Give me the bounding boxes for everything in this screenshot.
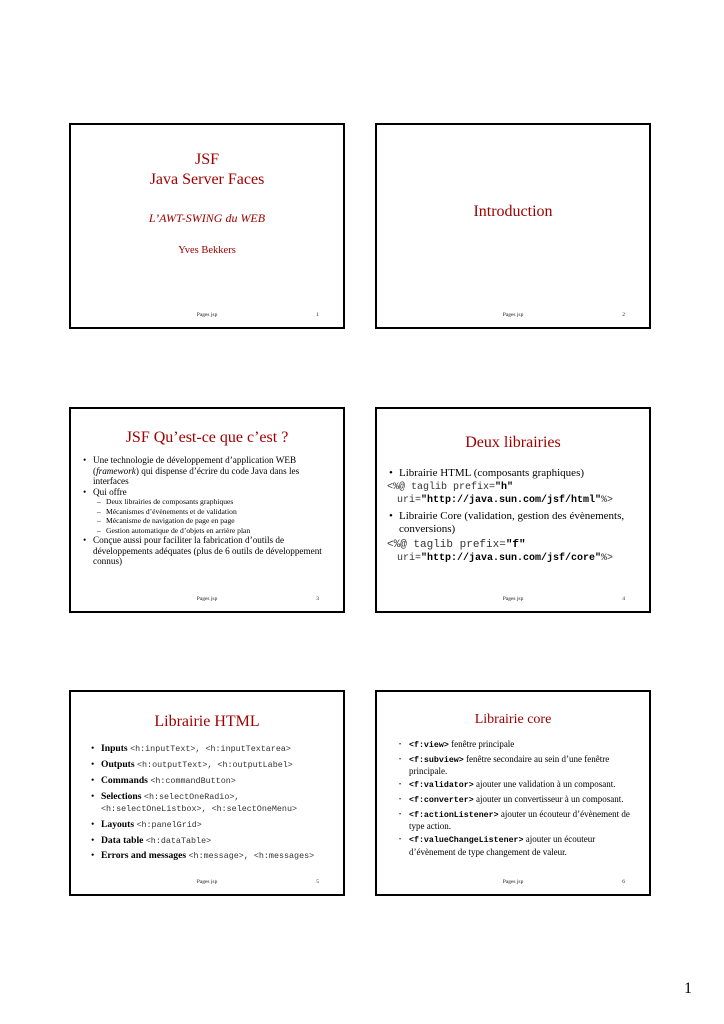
page-number: 1 — [684, 980, 692, 997]
list-item: • Librairie Core (validation, gestion des évènements, conversions) — [387, 510, 645, 537]
slide-footer: Pages jsp — [502, 312, 524, 318]
title-line-2: Java Server Faces — [149, 171, 265, 188]
slide-number: 2 — [622, 312, 625, 318]
slide-1 — [69, 123, 345, 329]
list-item: • Une technologie de développement d’application WEB (framework) qui dispense d’écrire du code Java dans les interfaces — [81, 455, 333, 487]
slide-footer: Pages jsp — [196, 312, 218, 318]
slide-footer: Pages jsp — [196, 879, 218, 885]
list-item: • Selections <h:selectOneRadio>, <h:selectOneListbox>, <h:selectOneMenu> — [89, 791, 333, 816]
list-item: • <f:converter> ajouter un convertisseur à un composant. — [397, 794, 641, 806]
bullet-list — [397, 739, 641, 860]
slide-5 — [69, 690, 345, 896]
list-item: • Commands <h:commandButton> — [89, 774, 333, 788]
sub-list — [93, 497, 333, 535]
code-block: <%@ taglib prefix="f" uri="http://java.sun.com/jsf/core"%> — [387, 538, 614, 564]
list-item: • Qui offre – Deux librairies de composants graphiques – Mécanismes d’évènements et de validation – Mécanisme de navigation de page en page – Gestion automatique de d’objets en arrière plan — [81, 487, 333, 536]
bullet-list — [89, 742, 333, 865]
slide-number: 3 — [316, 596, 319, 602]
slide-6 — [375, 690, 651, 896]
slide-3 — [69, 407, 345, 613]
list-item: • <f:validator> ajouter une validation à un composant. — [397, 779, 641, 791]
list-item: • Inputs <h:inputText>, <h:inputTextarea> — [89, 742, 333, 756]
slide-2 — [375, 123, 651, 329]
code-block: <%@ taglib prefix="h" uri="http://java.sun.com/jsf/html"%> — [387, 481, 614, 506]
slide-title: JSF Qu’est-ce que c’est ? — [125, 429, 289, 446]
slide-4 — [375, 407, 651, 613]
list-item: • Layouts <h:panelGrid> — [89, 818, 333, 832]
list-item: • Conçue aussi pour faciliter la fabrication d’outils de développements adéquates (plus de 6 outils de développement connus) — [81, 535, 333, 567]
list-item: • Outputs <h:outputText>, <h:outputLabel> — [89, 758, 333, 772]
bullet-list — [81, 455, 333, 567]
slide-footer: Pages jsp — [502, 879, 524, 885]
sub-list-item: – Deux librairies de composants graphiques — [97, 497, 333, 507]
sub-list-item: – Mécanismes d’évènements et de validation — [97, 507, 333, 517]
slide-footer: Pages jsp — [502, 596, 524, 602]
slide-title: Deux librairies — [465, 434, 561, 451]
list-item: • <f:subview> fenêtre secondaire au sein d’une fenêtre principale. — [397, 754, 641, 776]
slide-title: Introduction — [473, 203, 553, 220]
slide-title: Librairie HTML — [154, 713, 260, 730]
slide-title: Librairie core — [474, 712, 552, 727]
slide-number: 6 — [622, 879, 625, 885]
bullet-list — [387, 467, 645, 565]
slide-number: 4 — [622, 596, 625, 602]
list-item: • <f:actionListener> ajouter un écouteur d’évènement de type action. — [397, 809, 641, 831]
sub-list-item: – Mécanisme de navigation de page en page — [97, 516, 333, 526]
slide-subtitle: L’AWT-SWING du WEB — [148, 211, 266, 225]
list-item: • <f:valueChangeListener> ajouter un écouteur d’évènement de type changement de valeur. — [397, 834, 641, 856]
sub-list-item: – Gestion automatique de d’objets en arrière plan — [97, 526, 333, 536]
list-item: • <f:view> fenêtre principale — [397, 739, 641, 751]
list-item: • Data table <h:dataTable> — [89, 834, 333, 848]
slide-footer: Pages jsp — [196, 596, 218, 602]
slide-author: Yves Bekkers — [178, 245, 236, 256]
slide-number: 1 — [316, 312, 319, 318]
list-item: • Librairie HTML (composants graphiques) — [387, 467, 645, 481]
list-item: • Errors and messages <h:message>, <h:messages> — [89, 850, 333, 863]
slide-title — [71, 150, 343, 190]
slide-number: 5 — [316, 879, 319, 885]
title-line-1: JSF — [194, 151, 220, 168]
